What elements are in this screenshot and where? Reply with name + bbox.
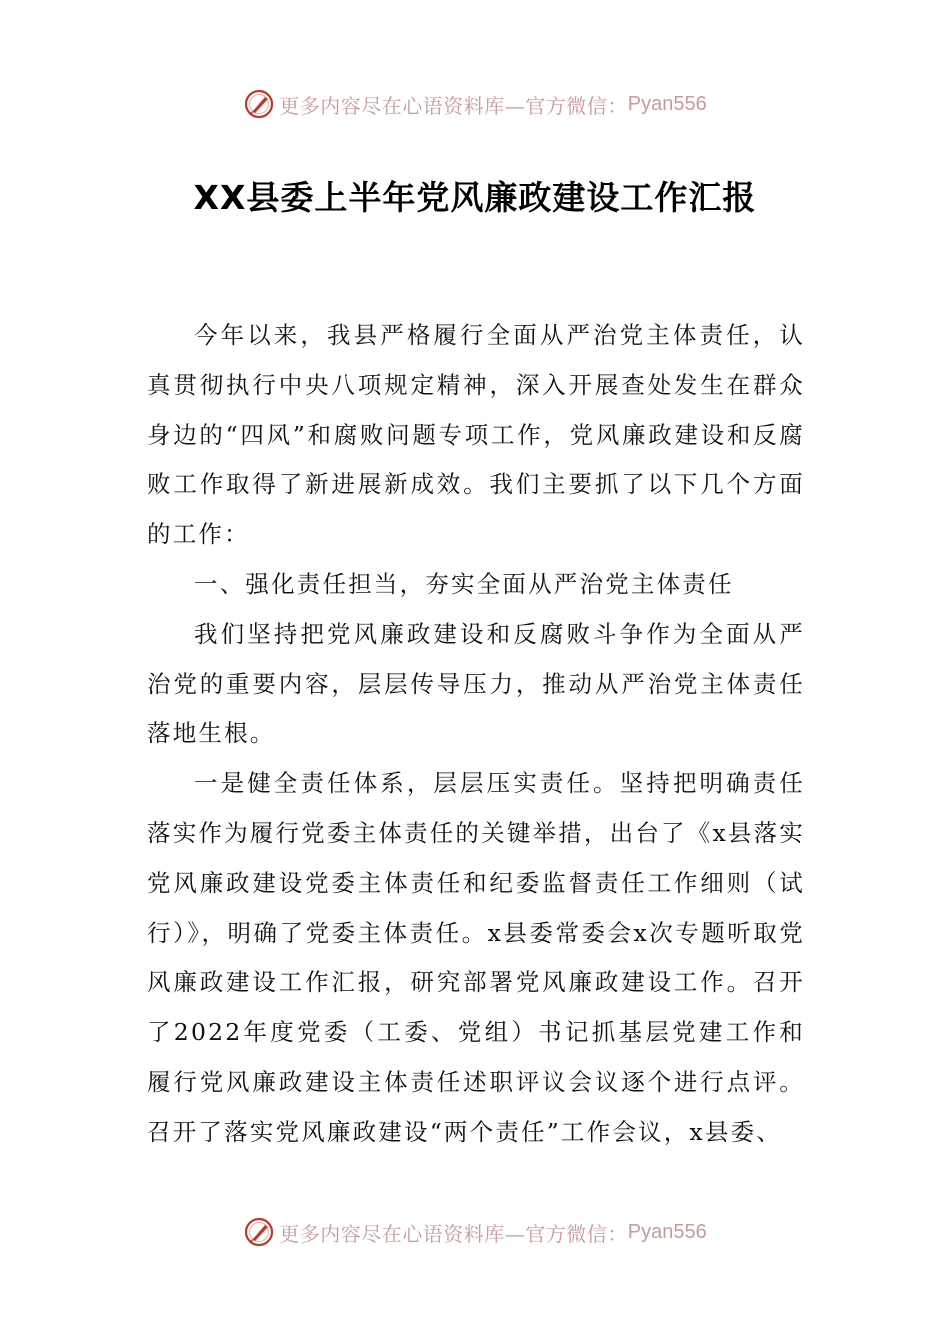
section-heading-1: 一、强化责任担当，夯实全面从严治党主体责任	[194, 569, 734, 598]
paragraph-intro: 今年以来，我县严格履行全面从严治党主体责任，认真贯彻执行中央八项规定精神，深入开展查处发生在群众身边的“四风”和腐败问题专项工作，党风廉政建设和反腐败工作取得了新进展新成效。我们主要抓了以下几个方面的工作：	[147, 321, 805, 549]
watermark-wechat-id: Pyan556	[627, 1220, 707, 1243]
footer-watermark	[0, 1212, 950, 1252]
document-body	[147, 311, 805, 1158]
document-title: XX县委上半年党风廉政建设工作汇报	[193, 178, 757, 217]
quill-seal-icon	[243, 88, 275, 120]
paragraph-section-1-summary: 我们坚持把党风廉政建设和反腐败斗争作为全面从严治党的重要内容，层层传导压力，推动从严治党主体责任落地生根。	[147, 619, 805, 748]
header-watermark	[0, 84, 950, 124]
watermark-text: 更多内容尽在心语资料库—官方微信：	[279, 1221, 628, 1246]
watermark-wechat-id: Pyan556	[627, 92, 707, 115]
paragraph-responsibility-system: 一是健全责任体系，层层压实责任。坚持把明确责任落实作为履行党委主体责任的关键举措，出台了《x县落实党风廉政建设党委主体责任和纪委监督责任工作细则（试行）》，明确了党委主体责任。x县委常委会x次专题听取党风廉政建设工作汇报，研究部署党风廉政建设工作。召开了2022年度党委（工委、党组）书记抓基层党建工作和履行党风廉政建设主体责任述职评议会议逐个进行点评。召开了落实党风廉政建设“两个责任”工作会议，x县委、	[147, 769, 805, 1146]
quill-seal-icon	[243, 1216, 275, 1248]
watermark-text: 更多内容尽在心语资料库—官方微信：	[279, 93, 628, 118]
